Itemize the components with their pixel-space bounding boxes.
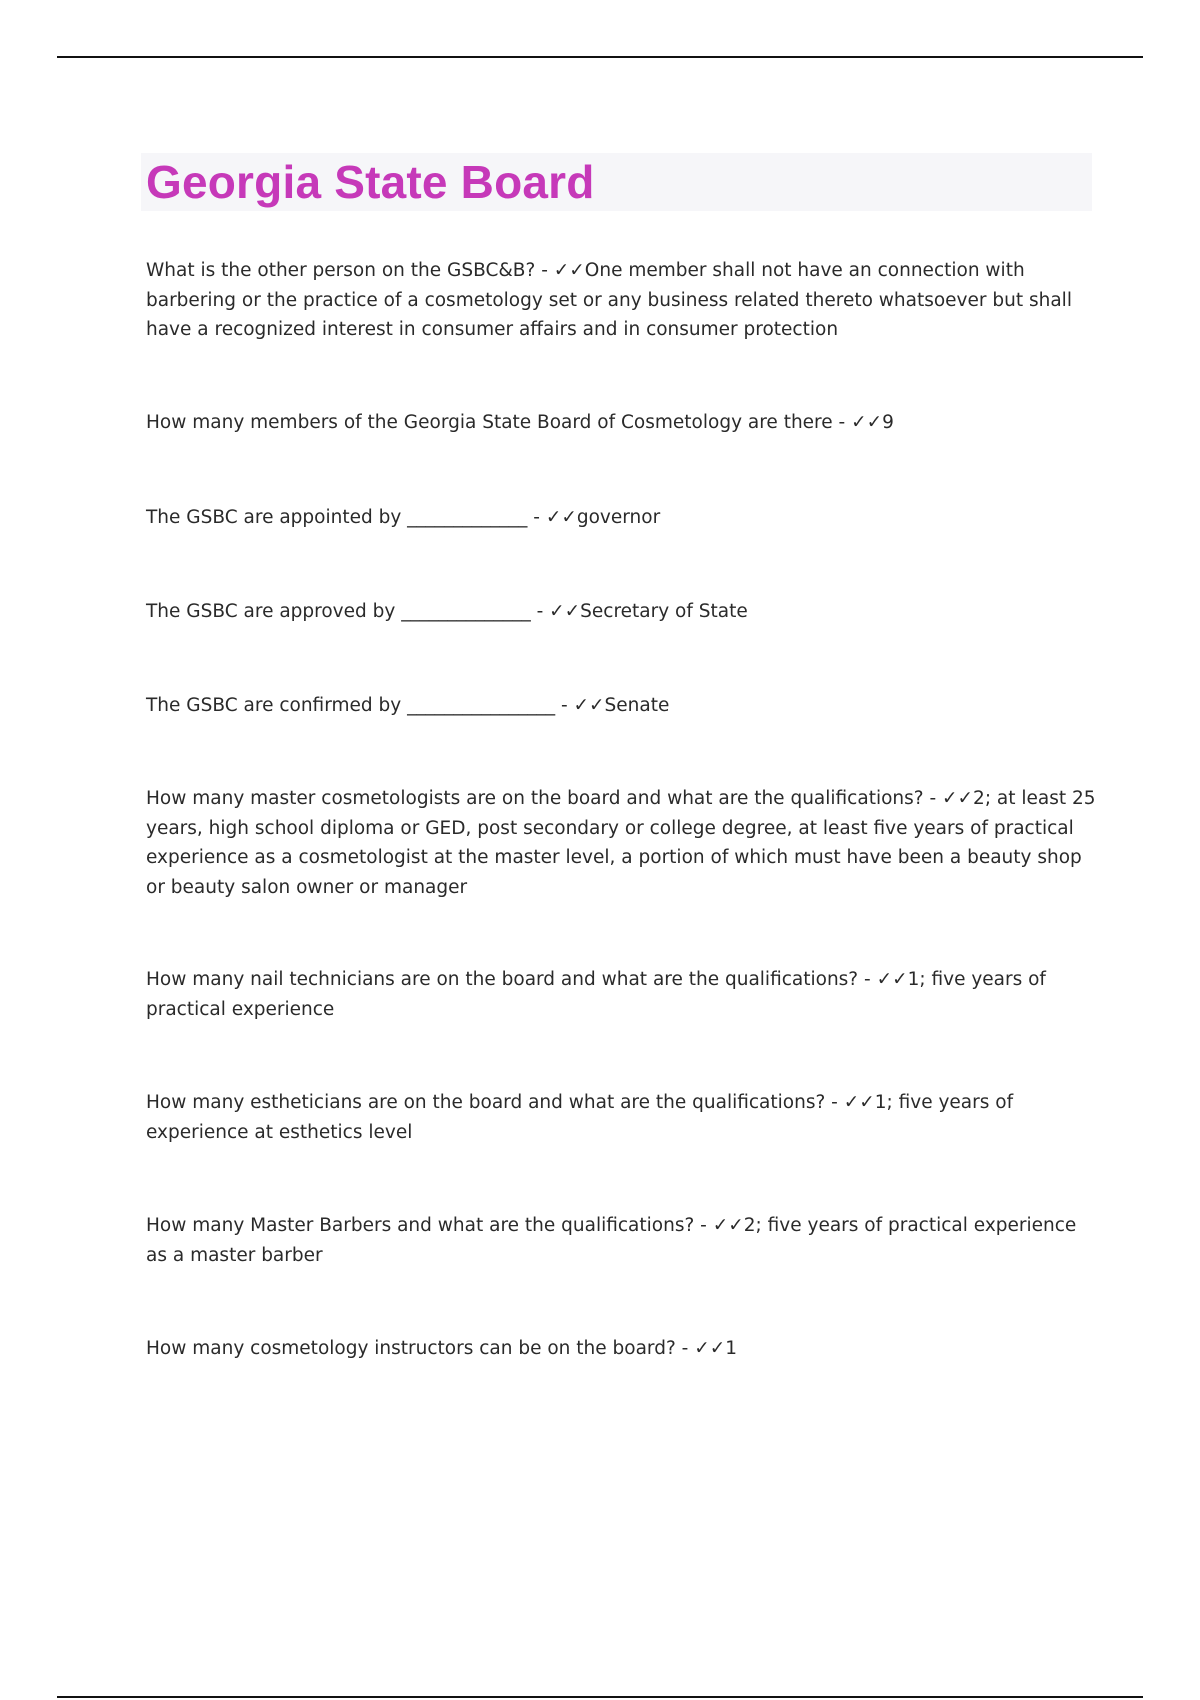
question-text: The GSBC are approved by ______________ (146, 601, 531, 622)
separator: - (825, 1092, 844, 1113)
separator: - (694, 1215, 713, 1236)
question-text: How many nail technicians are on the board and what are the qualifications? (146, 969, 859, 990)
qa-item-5 (146, 691, 1096, 721)
qa-item-3 (146, 503, 1096, 533)
double-check-icon: ✓✓ (942, 788, 974, 809)
separator: - (530, 601, 550, 622)
answer-text: Senate (604, 695, 670, 716)
separator: - (527, 507, 546, 528)
question-text: How many estheticians are on the board and what are the qualifications? (146, 1092, 826, 1113)
answer-text: governor (576, 507, 661, 528)
answer-text: 2; at least 25 years, high school diploma or GED, post secondary or college degree, at least five years of practical experience as a cosmetologist at the master level, a portion of which must have been a beauty shop or beauty salon owner or manager (146, 788, 1096, 898)
double-check-icon: ✓✓ (843, 1092, 875, 1113)
separator: - (923, 788, 943, 809)
bottom-rule (57, 1696, 1143, 1698)
separator: - (535, 260, 554, 281)
double-check-icon: ✓✓ (553, 260, 585, 281)
qa-item-1 (146, 256, 1096, 345)
qa-item-9 (146, 1211, 1096, 1270)
question-text: How many members of the Georgia State Board of Cosmetology are there (146, 412, 833, 433)
separator: - (832, 412, 852, 433)
answer-text: 1; five years of practical experience (146, 969, 1046, 1020)
question-text: How many master cosmetologists are on the board and what are the qualifications? (146, 788, 924, 809)
double-check-icon: ✓✓ (712, 1215, 744, 1236)
double-check-icon: ✓✓ (876, 969, 908, 990)
double-check-icon: ✓✓ (549, 601, 581, 622)
answer-text: 1; five years of experience at esthetics level (146, 1092, 1014, 1143)
question-text: How many cosmetology instructors can be on the board? (146, 1338, 676, 1359)
question-text: What is the other person on the GSBC&B? (146, 260, 536, 281)
answer-text: 1 (725, 1338, 738, 1359)
qa-item-10 (146, 1334, 1096, 1364)
qa-item-7 (146, 965, 1096, 1024)
separator: - (858, 969, 877, 990)
double-check-icon: ✓✓ (694, 1338, 726, 1359)
qa-item-2 (146, 408, 1096, 438)
top-rule (57, 56, 1143, 58)
answer-text: One member shall not have an connection with barbering or the practice of a cosmetology set or any business related thereto whatsoever but shall have a recognized interest in consumer affairs and in consumer protection (146, 260, 1072, 340)
qa-item-6 (146, 784, 1096, 902)
answer-text: 9 (882, 412, 894, 433)
qa-item-4 (146, 597, 1096, 627)
double-check-icon: ✓✓ (851, 412, 883, 433)
double-check-icon: ✓✓ (573, 695, 605, 716)
answer-text: Secretary of State (580, 601, 748, 622)
question-text: How many Master Barbers and what are the qualifications? (146, 1215, 695, 1236)
question-text: The GSBC are appointed by _____________ (146, 507, 528, 528)
double-check-icon: ✓✓ (545, 507, 577, 528)
answer-text: 2; five years of practical experience as a master barber (146, 1215, 1077, 1266)
document-title: Georgia State Board (146, 156, 595, 208)
separator: - (555, 695, 574, 716)
question-text: The GSBC are confirmed by ________________ (146, 695, 556, 716)
qa-item-8 (146, 1088, 1096, 1147)
separator: - (675, 1338, 695, 1359)
